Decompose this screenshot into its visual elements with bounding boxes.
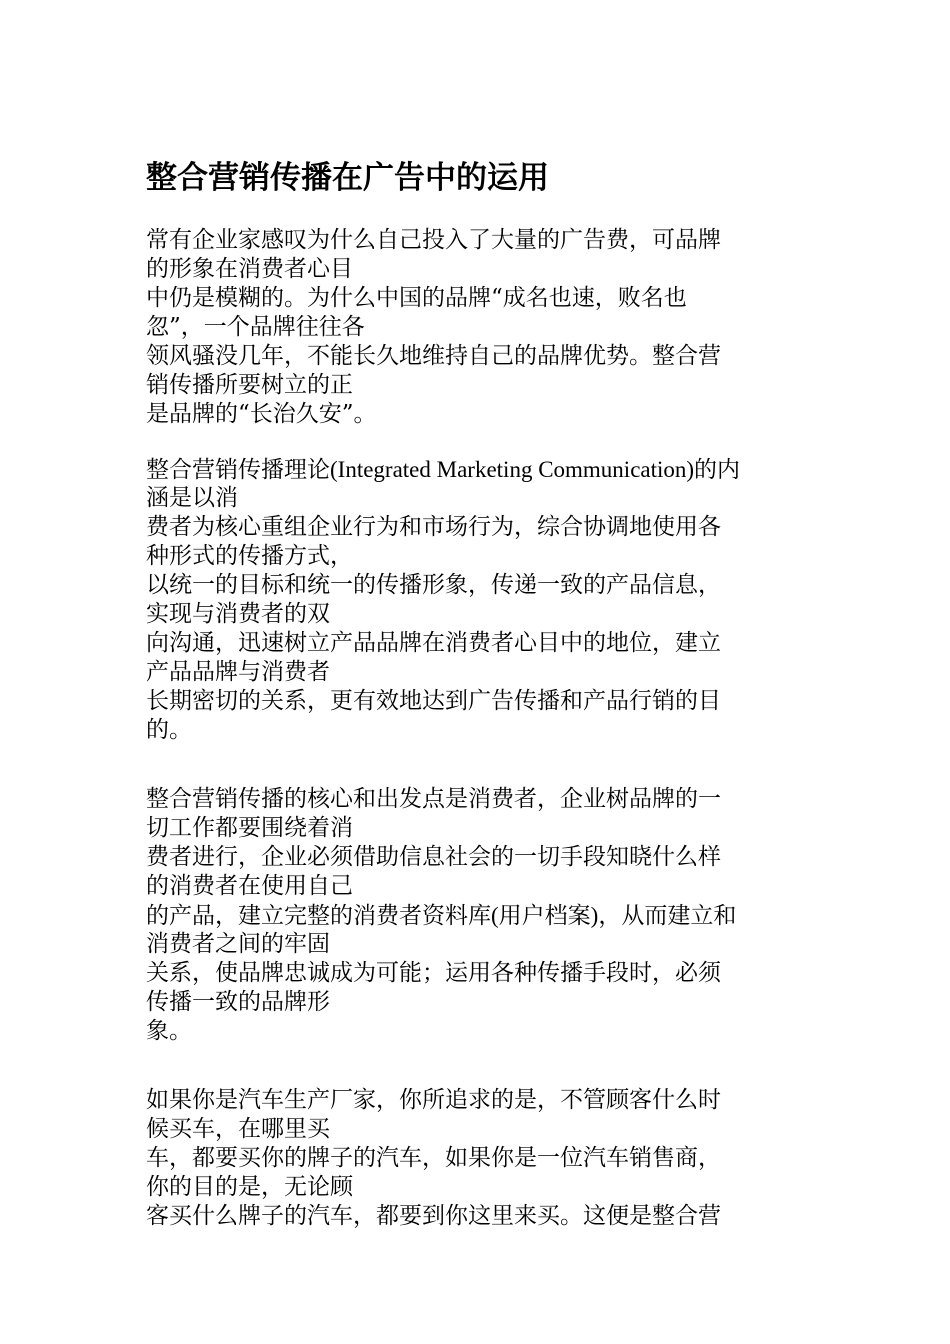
paragraph-line: 的。 <box>146 717 192 743</box>
paragraph-line: 实现与消费者的双 <box>146 601 330 627</box>
paragraph-line: 你的目的是，无论顾 <box>146 1174 353 1200</box>
paragraph-1 <box>146 226 810 429</box>
paragraph-line: 产品品牌与消费者 <box>146 659 330 685</box>
paragraph-line: 整合营销传播的核心和出发点是消费者，企业树品牌的一 <box>146 786 721 812</box>
paragraph-line: 费者为核心重组企业行为和市场行为，综合协调地使用各 <box>146 514 721 540</box>
paragraph-line: 的形象在消费者心目 <box>146 256 353 282</box>
paragraph-line: 关系，使品牌忠诚成为可能；运用各种传播手段时，必须 <box>146 960 721 986</box>
document-title: 整合营销传播在广告中的运用 <box>146 160 549 196</box>
paragraph-line: 如果你是汽车生产厂家，你所追求的是，不管顾客什么时 <box>146 1087 721 1113</box>
paragraph-line: 整合营销传播理论(Integrated Marketing Communication)的内 <box>146 457 741 482</box>
paragraph-line: 的产品，建立完整的消费者资料库(用户档案)，从而建立和 <box>146 903 737 928</box>
paragraph-line: 象。 <box>146 1018 192 1044</box>
paragraph-line: 忽”，一个品牌往往各 <box>146 314 365 340</box>
paragraph-line: 的消费者在使用自己 <box>146 873 353 899</box>
document-page <box>146 158 810 1257</box>
paragraph-4 <box>146 1086 810 1231</box>
paragraph-line: 客买什么牌子的汽车，都要到你这里来买。这便是整合营 <box>146 1203 721 1229</box>
paragraph-line: 常有企业家感叹为什么自己投入了大量的广告费，可品牌 <box>146 227 721 253</box>
paragraph-line: 费者进行，企业必须借助信息社会的一切手段知晓什么样 <box>146 844 721 870</box>
paragraph-line: 种形式的传播方式， <box>146 543 353 569</box>
paragraph-3 <box>146 785 810 1046</box>
paragraph-line: 领风骚没几年，不能长久地维持自己的品牌优势。整合营 <box>146 343 721 369</box>
paragraph-line: 是品牌的“长治久安”。 <box>146 401 377 427</box>
paragraph-line: 以统一的目标和统一的传播形象，传递一致的产品信息， <box>146 572 721 598</box>
paragraph-line: 中仍是模糊的。为什么中国的品牌“成名也速，败名也 <box>146 285 687 311</box>
paragraph-2 <box>146 455 810 745</box>
paragraph-line: 长期密切的关系，更有效地达到广告传播和产品行销的目 <box>146 688 721 714</box>
paragraph-line: 传播一致的品牌形 <box>146 989 330 1015</box>
paragraph-line: 车，都要买你的牌子的汽车，如果你是一位汽车销售商， <box>146 1145 721 1171</box>
paragraph-line: 切工作都要围绕着消 <box>146 815 353 841</box>
paragraph-line: 涵是以消 <box>146 485 238 511</box>
paragraph-line: 消费者之间的牢固 <box>146 931 330 957</box>
paragraph-line: 向沟通，迅速树立产品品牌在消费者心目中的地位，建立 <box>146 630 721 656</box>
paragraph-line: 销传播所要树立的正 <box>146 372 353 398</box>
paragraph-line: 候买车，在哪里买 <box>146 1116 330 1142</box>
